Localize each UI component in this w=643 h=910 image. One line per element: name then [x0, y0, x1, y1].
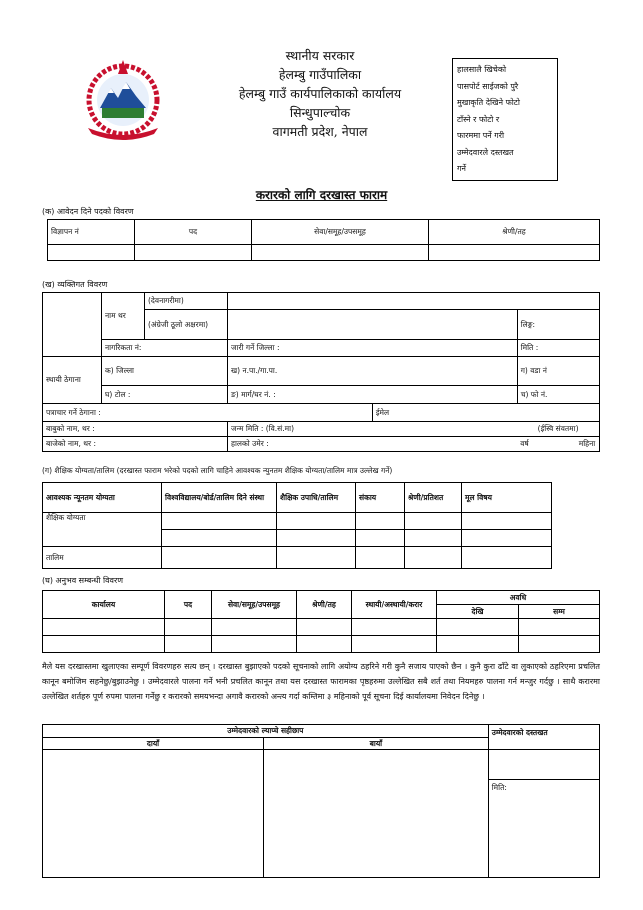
input-cell[interactable] [162, 547, 277, 569]
col-period: अवधि [437, 591, 600, 605]
citizenship-label: नागरिकता नं: [102, 340, 228, 357]
col-division: श्रेणी/प्रतिशत [405, 483, 462, 513]
input-cell[interactable] [519, 636, 600, 653]
col-degree: शैक्षिक उपाधि/तालिम [277, 483, 356, 513]
input-cell[interactable] [405, 530, 462, 547]
district-label: क) जिल्ला [102, 357, 228, 386]
input-cell[interactable] [165, 636, 212, 653]
input-cell[interactable] [43, 636, 165, 653]
col-to: सम्म [519, 605, 600, 619]
input-service[interactable] [252, 245, 429, 261]
issued-district-label: जारी गर्ने जिल्ला : [228, 340, 518, 357]
ward-label: ग) वडा नं [517, 357, 599, 386]
col-from: देखि [437, 605, 519, 619]
input-cell[interactable] [462, 547, 552, 569]
signature-title: उम्मेदवारको दस्तखत [488, 725, 599, 750]
months-label: महिना [578, 439, 596, 448]
form-title: करारको लागि दरखास्त फाराम [255, 188, 388, 202]
row-training: तालिम [43, 547, 162, 569]
header-line-2: हेलम्बु गाउँपालिका [278, 67, 362, 82]
thumb-title: उम्मेदवारको ल्याप्चे सहीछाप [43, 725, 489, 738]
photo-instruction: फारममा पर्ने गरी [457, 131, 505, 140]
experience-table [42, 590, 600, 653]
input-cell[interactable] [356, 530, 405, 547]
gender-label: लिङ्ग: [517, 310, 599, 340]
personal-table [42, 292, 600, 452]
photo-instruction: गर्ने [457, 164, 466, 173]
municipality-label: ख) न.पा./गा.पा. [228, 357, 518, 386]
grandfather-name-label: बाजेको नाम, थर : [43, 437, 228, 452]
input-cell[interactable] [356, 513, 405, 530]
row-education: शैक्षिक योग्यता [43, 513, 162, 547]
input-ad-no[interactable] [48, 245, 135, 261]
photo-box [452, 58, 558, 181]
col-exp-post: पद [165, 591, 212, 619]
devanagari-label: (देवनागरीमा) [145, 293, 228, 310]
header-line-4: सिन्धुपाल्चोक [289, 105, 351, 120]
col-exp-level: श्रेणी/तह [297, 591, 352, 619]
photo-instruction: पासपोर्ट साईजको पुरै [457, 81, 519, 91]
section-d-label: (घ) अनुभव सम्बन्धी विवरण [42, 576, 124, 585]
input-cell[interactable] [462, 513, 552, 530]
col-faculty: संकाय [356, 483, 405, 513]
phone-label: च) फो नं. [517, 386, 599, 404]
age-label: हालको उमेर : [228, 437, 518, 452]
input-cell[interactable] [405, 513, 462, 530]
col-level: श्रेणी/तह [429, 220, 600, 245]
dob-ad-label: (ईस्वि संवतमा) [517, 422, 599, 437]
input-cell[interactable] [437, 636, 519, 653]
col-min-qualification: आवश्यक न्यूनतम योग्यता [43, 483, 162, 513]
signature-table [42, 724, 600, 878]
input-cell[interactable] [277, 513, 356, 530]
input-cell[interactable] [356, 547, 405, 569]
input-name-english[interactable] [228, 310, 518, 340]
left-thumb-box[interactable] [264, 750, 489, 878]
header-line-1: स्थानीय सरकार [285, 48, 355, 63]
nepal-emblem-logo [78, 56, 168, 140]
years-label: वर्ष [520, 439, 529, 448]
col-office: कार्यालय [43, 591, 165, 619]
photo-instruction: हालसालै खिचेको [457, 65, 507, 74]
col-exp-service: सेवा/समूह/उपसमूह [212, 591, 297, 619]
dob-label: जन्म मिति : (वि.सं.मा) [228, 422, 518, 437]
english-label: (अंग्रेजी ठूलो अक्षरमा) [145, 310, 228, 340]
signature-box[interactable] [488, 750, 599, 780]
position-table [47, 219, 600, 261]
right-thumb-label: दायाँ [43, 738, 264, 750]
issue-date-label: मिति : [517, 340, 599, 357]
input-cell[interactable] [277, 547, 356, 569]
col-exp-type: स्थायी/अस्थायी/करार [352, 591, 437, 619]
input-cell[interactable] [405, 547, 462, 569]
input-level[interactable] [429, 245, 600, 261]
input-cell[interactable] [162, 530, 277, 547]
email-label: ईमेल [372, 404, 599, 422]
section-a-label: (क) आवेदन दिने पदको विवरण [42, 207, 134, 216]
photo-instruction: उम्मेदवारले दस्तखत [457, 147, 514, 157]
input-cell[interactable] [437, 619, 519, 636]
header-line-3: हेलम्बु गाउँ कार्यपालिकाको कार्यालय [238, 86, 402, 101]
name-label: नाम थर [102, 293, 145, 340]
input-cell[interactable] [519, 619, 600, 636]
col-institution: विश्वविद्यालय/बोर्ड/तालिम दिने संस्था [162, 483, 277, 513]
section-c-label: (ग) शैक्षिक योग्यता/तालिम (दरखास्त फाराम भरेको पदको लागि चाहिने आवश्यक न्युनतम शैक्षिक योग्यता/तालिम मात्र उल्लेख गर्ने) [42, 466, 393, 475]
input-cell[interactable] [297, 619, 352, 636]
col-post: पद [135, 220, 252, 245]
section-b-label: (ख) व्यक्तिगत विवरण [42, 280, 108, 289]
input-cell[interactable] [297, 636, 352, 653]
input-cell[interactable] [43, 619, 165, 636]
header-line-5: वागमती प्रदेश, नेपाल [272, 124, 368, 139]
permanent-address-label: स्थायी ठेगाना [43, 357, 102, 404]
col-ad-no: विज्ञापन नं [48, 220, 135, 245]
input-cell[interactable] [277, 530, 356, 547]
father-name-label: बाबुको नाम, थर : [43, 422, 228, 437]
input-cell[interactable] [212, 619, 297, 636]
right-thumb-box[interactable] [43, 750, 264, 878]
declaration-text: मैले यस दरखास्तमा खुलाएका सम्पूर्ण विवरणहरु सत्य छन् । दरखास्त बुझाएको पदको सूचनाको लागि अयोग्य ठहरिने गरी कुनै सजाय पाएको छैन । कुनै कुरा ढाँटे वा लुकाएको ठहरिएमा प्रचलित कानून बमोजिम सहनेछु/बुझाउनेछु । उम्मेदवारले पालना गर्ने भनी प्रचलित कानून तथा यस दरखास्त फारामका पृष्ठहरुमा उल्लेखित सबै शर्त तथा नियमहरु पालना गर्न मन्जुर गर्दछु । साथै करारमा उल्लेखित शर्तहरु पूर्ण रुपमा पालना गर्नेछु र करारको समयभन्दा अगावै करारको अन्त्य गर्दा कम्तिमा ३ महिनाको पूर्व सूचना दिई कार्यालयमा निवेदन दिनेछु । [42, 662, 600, 701]
tole-label: घ) टोल : [102, 386, 228, 404]
input-post[interactable] [135, 245, 252, 261]
input-cell[interactable] [212, 636, 297, 653]
input-cell[interactable] [352, 619, 437, 636]
col-major: मूल विषय [462, 483, 552, 513]
left-thumb-label: बायाँ [264, 738, 489, 750]
col-service: सेवा/समूह/उपसमूह [252, 220, 429, 245]
input-name-devanagari[interactable] [228, 293, 600, 310]
office-header [200, 46, 440, 141]
input-cell[interactable] [162, 513, 277, 530]
photo-instruction: मुखाकृति देखिने फोटो [457, 98, 520, 107]
input-cell[interactable] [352, 636, 437, 653]
mailing-address-label: पत्राचार गर्ने ठेगाना : [43, 404, 373, 422]
photo-instruction: टाँस्ने र फोटो र [457, 114, 500, 124]
input-cell[interactable] [165, 619, 212, 636]
input-cell[interactable] [462, 530, 552, 547]
street-label: ङ) मार्ग/घर नं. : [228, 386, 518, 404]
signature-date-label: मिति: [488, 780, 599, 878]
education-table [42, 482, 552, 569]
